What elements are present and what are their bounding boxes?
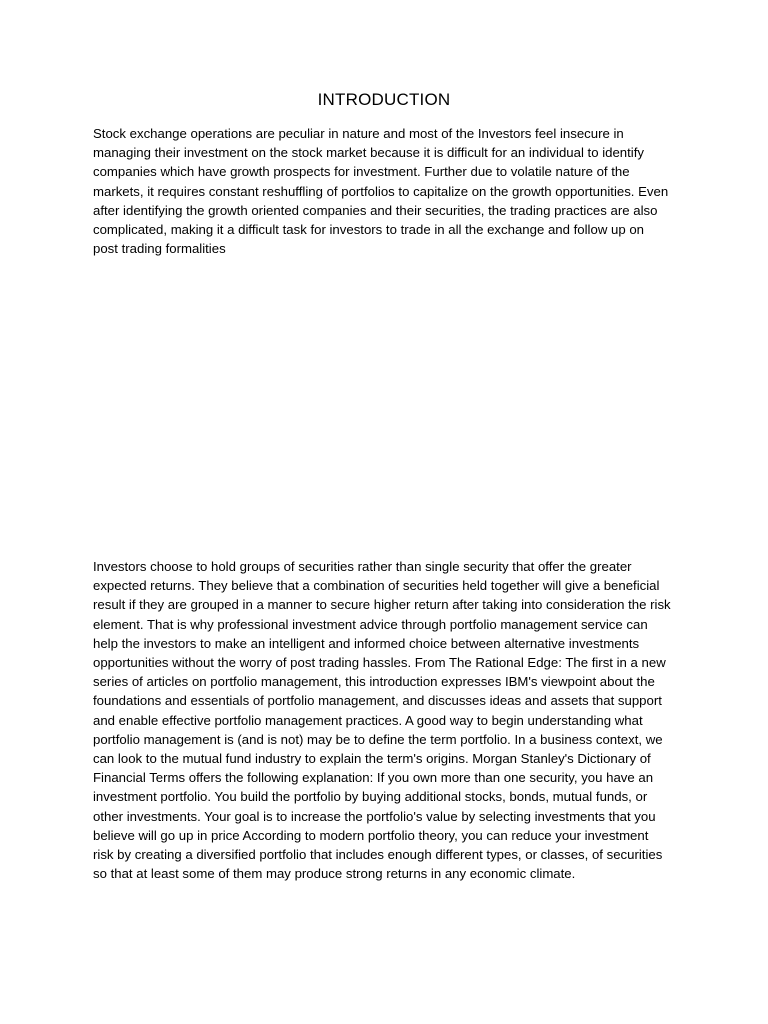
paragraph-stock-exchange: Stock exchange operations are peculiar in nature and most of the Investors feel insecure in managing their investment on the stock market because it is difficult for an individual to identify companies which have growth prospects for investment. Further due to volatile nature of the markets, it requires constant reshuffling of portfolios to capitalize on the growth opportunities. Even after identifying the growth oriented companies and their securities, the trading practices are also complicated, making it a difficult task for investors to trade in all the exchange and follow up on post trading formalities bbox=[93, 126, 669, 257]
paragraph-portfolio-management: Investors choose to hold groups of securities rather than single security that offer the greater expected returns. They believe that a combination of securities held together will give a beneficial result if they are grouped in a manner to secure higher return after taking into consideration the risk element. That is why professional investment advice through portfolio management service can help the investors to make an intelligent and informed choice between alternative investments opportunities without the worry of post trading hassles. From The Rational Edge: The first in a new series of articles on portfolio management, this introduction expresses IBM's viewpoint about the foundations and essentials of portfolio management, and discusses ideas and assets that support and enable effective portfolio management practices. A good way to begin understanding what portfolio management is (and is not) may be to define the term portfolio. In a business context, we can look to the mutual fund industry to explain the term's origins. Morgan Stanley's Dictionary of Financial Terms offers the following explanation: If you own more than one security, you have an investment portfolio. You build the portfolio by buying additional stocks, bonds, mutual funds, or other investments. Your goal is to increase the portfolio's value by selecting investments that you believe will go up in price According to modern portfolio theory, you can reduce your investment risk by creating a diversified portfolio that includes enough different types, or classes, of securities so that at least some of them may produce strong returns in any economic climate. bbox=[93, 559, 671, 882]
document-title: INTRODUCTION bbox=[317, 90, 451, 109]
